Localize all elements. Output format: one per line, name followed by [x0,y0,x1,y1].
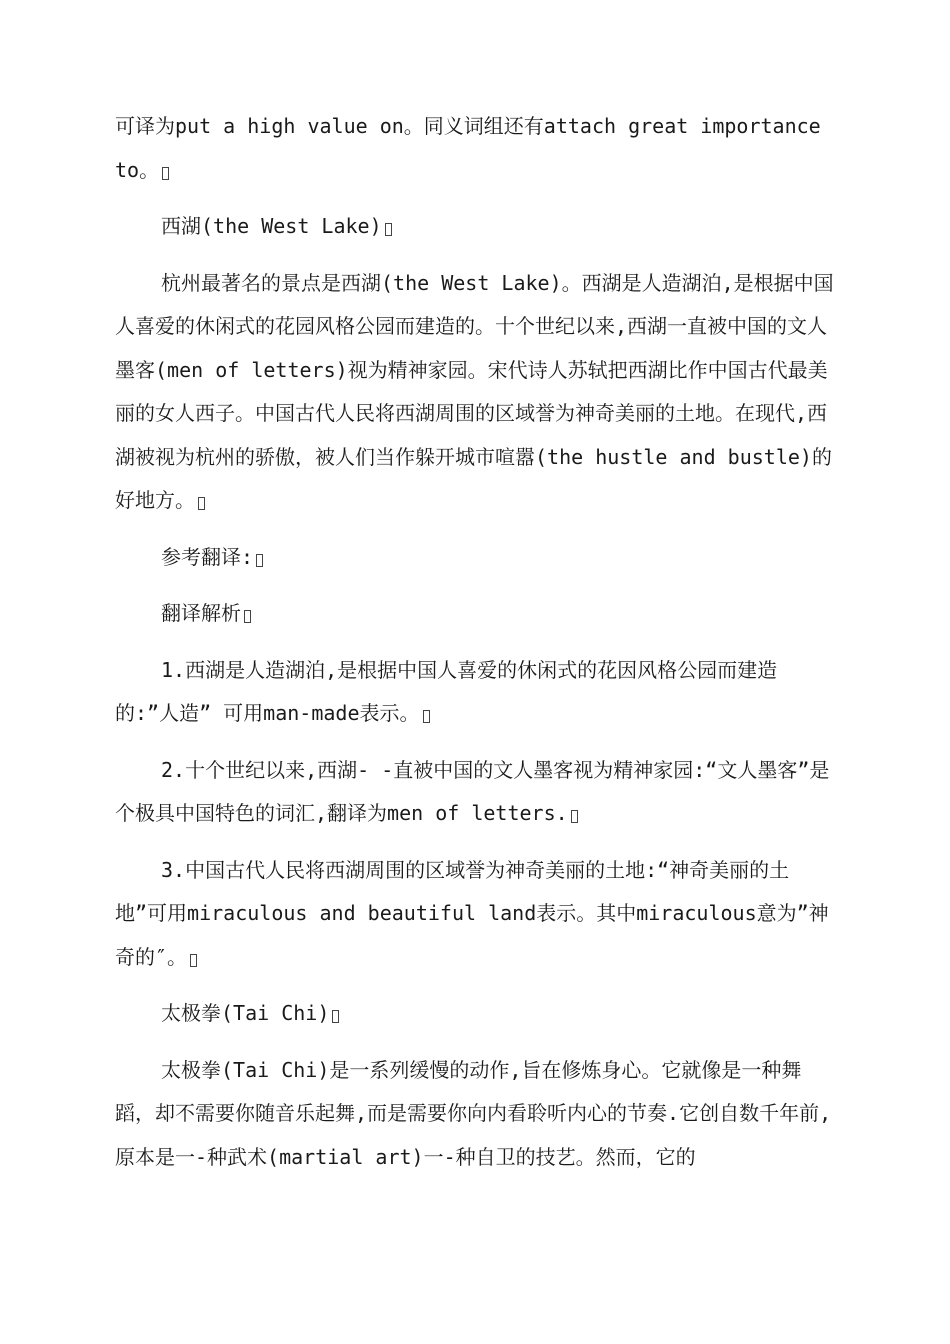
paragraph-mark-icon [190,954,197,967]
heading-west-lake: 西湖(the West Lake) [115,205,835,249]
analysis-item-2: 2.十个世纪以来,西湖- -直被中国的文人墨客视为精神家园:“文人墨客”是个极具中国特色的词汇,翻译为men of letters. [115,757,830,825]
heading-reference-translation: 参考翻译: [115,536,835,580]
paragraph-mark-icon [162,167,169,180]
paragraph-tai-chi: 太极拳(Tai Chi)是一系列缓慢的动作,旨在修炼身心。它就像是一种舞蹈，却不需要你随音乐起舞,而是需要你向内看聆听内心的节奏.它创自数千年前,原本是一-种武术(martial art)一-种自卫的技艺。然而，它的 [115,1057,832,1169]
paragraph-mark-icon [332,1010,339,1023]
paragraph-west-lake: 杭州最著名的景点是西湖(the West Lake)。西湖是人造湖泊,是根据中国人喜爱的休闲式的花园风格公园而建造的。十个世纪以来,西湖一直被中国的文人墨客(men of letters)视为精神家园。宋代诗人苏轼把西湖比作中国古代最美丽的女人西子。中国古代人民将西湖周围的区域誉为神奇美丽的土地。在现代,西湖被视为杭州的骄傲，被人们当作躲开城市喧嚣(the hustle and bustle)的好地方。 [115,270,834,512]
heading-translation-analysis: 翻译解析 [115,592,835,636]
document-page [115,105,835,1192]
paragraph-translation-note: 可译为put a high value on。同义词组还有attach great importance to。 [115,114,821,182]
paragraph-mark-icon [571,810,578,823]
heading-tai-chi: 太极拳(Tai Chi) [115,992,835,1036]
paragraph-mark-icon [423,710,430,723]
paragraph-mark-icon [198,497,205,510]
paragraph-mark-icon [244,610,251,623]
analysis-item-3: 3.中国古代人民将西湖周围的区域誉为神奇美丽的土地:“神奇美丽的土地”可用miraculous and beautiful land表示。其中miraculous意为”神奇的″。 [115,857,829,969]
paragraph-mark-icon [385,223,392,236]
paragraph-mark-icon [256,554,263,567]
analysis-item-1: 1.西湖是人造湖泊,是根据中国人喜爱的休闲式的花因风格公园而建造的:”人造” 可用man-made表示。 [115,657,778,725]
